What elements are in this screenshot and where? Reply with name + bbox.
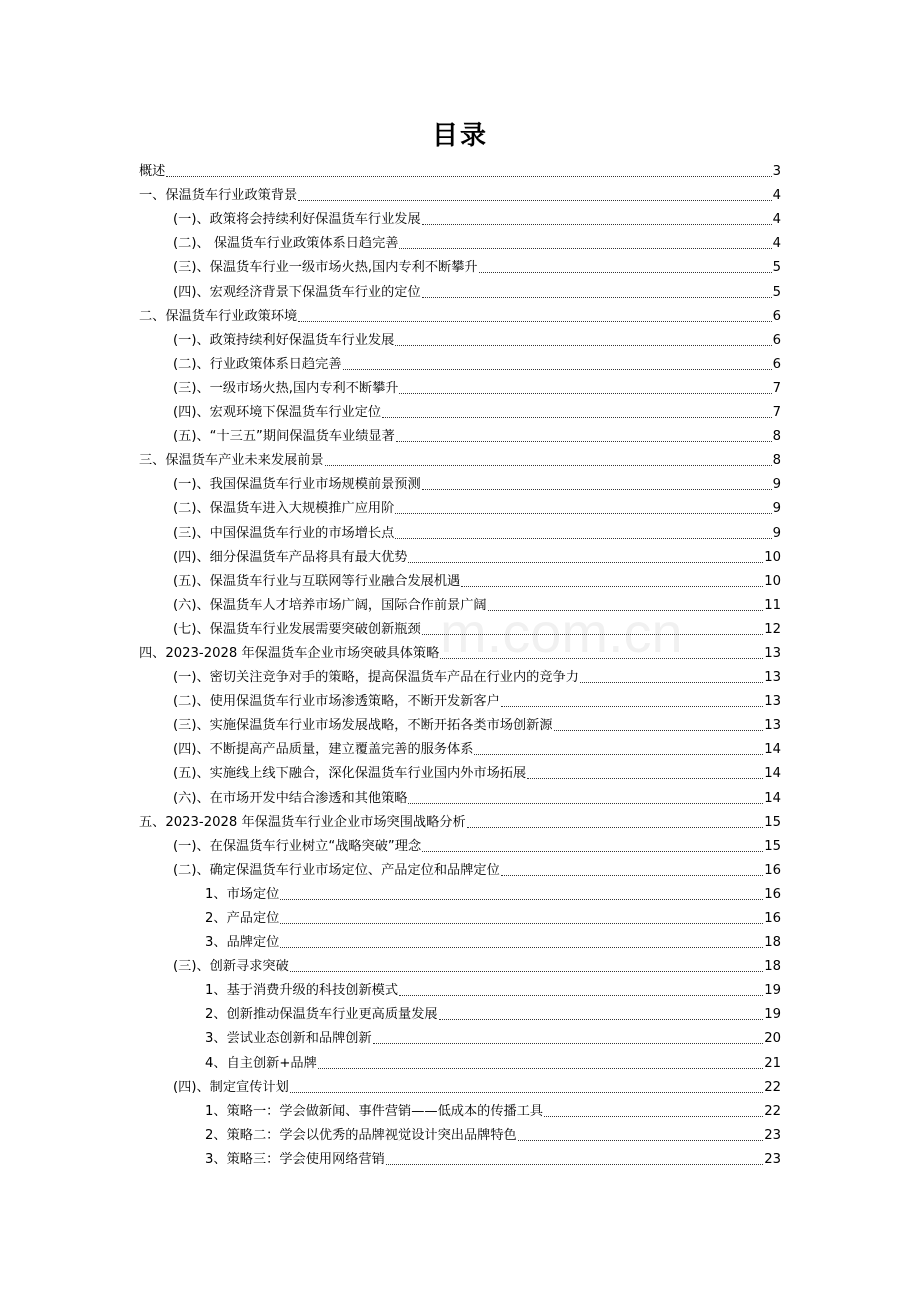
toc-entry-page-number: 14 [764, 766, 781, 782]
toc-entry-label: (七)、保温货车行业发展需要突破创新瓶颈 [173, 621, 421, 637]
toc-entry-page-number: 10 [764, 573, 781, 589]
toc-entry[interactable] [139, 229, 781, 253]
toc-dot-leader [373, 1043, 764, 1044]
toc-entry-page-number: 13 [764, 718, 781, 734]
toc-entry[interactable] [139, 687, 781, 711]
toc-dot-leader [290, 971, 763, 972]
toc-dot-leader [527, 778, 763, 779]
toc-dot-leader [290, 1092, 763, 1093]
toc-dot-leader [422, 297, 772, 298]
toc-entry-label: (三)、创新寻求突破 [173, 959, 289, 975]
toc-dot-leader [280, 899, 763, 900]
toc-dot-leader [408, 562, 763, 563]
toc-entry-page-number: 9 [772, 525, 781, 541]
toc-entry[interactable] [139, 952, 781, 976]
toc-entry-page-number: 5 [772, 260, 781, 276]
toc-dot-leader [298, 321, 771, 322]
toc-entry-page-number: 6 [772, 332, 781, 348]
toc-entry-label: (三)、中国保温货车行业的市场增长点 [173, 525, 395, 541]
toc-entry-page-number: 22 [764, 1079, 781, 1095]
toc-entry-label: (二)、 保温货车行业政策体系日趋完善 [173, 236, 399, 252]
toc-entry-page-number: 5 [772, 284, 781, 300]
toc-entry-label: (三)、一级市场火热,国内专利不断攀升 [173, 380, 399, 396]
toc-entry[interactable] [139, 832, 781, 856]
toc-entry[interactable] [139, 1097, 781, 1121]
toc-dot-leader [280, 947, 763, 948]
toc-entry-page-number: 19 [764, 1007, 781, 1023]
toc-entry[interactable] [139, 446, 781, 470]
toc-entry[interactable] [139, 518, 781, 542]
toc-dot-leader [395, 513, 771, 514]
toc-entry[interactable] [139, 808, 781, 832]
toc-entry[interactable] [139, 1048, 781, 1072]
toc-entry-label: 三、保温货车产业未来发展前景 [139, 453, 324, 469]
toc-entry-page-number: 18 [764, 935, 781, 951]
toc-entry-label: 一、保温货车行业政策背景 [139, 188, 298, 204]
toc-entry[interactable] [139, 422, 781, 446]
toc-entry-page-number: 16 [764, 886, 781, 902]
toc-dot-leader [501, 706, 763, 707]
toc-entry-label: 1、策略一：学会做新闻、事件营销——低成本的传播工具 [205, 1103, 544, 1119]
toc-entry[interactable] [139, 543, 781, 567]
toc-entry-page-number: 11 [764, 597, 781, 613]
toc-entry-label: (四)、宏观经济背景下保温货车行业的定位 [173, 284, 421, 300]
toc-entry[interactable] [139, 157, 781, 181]
toc-entry-label: 二、保温货车行业政策环境 [139, 308, 298, 324]
toc-entry-page-number: 4 [772, 188, 781, 204]
watermark: m.com.cn [440, 601, 683, 664]
toc-entry-label: 四、2023-2028 年保温货车企业市场突破具体策略 [139, 645, 440, 661]
toc-entry[interactable] [139, 976, 781, 1000]
toc-entry-page-number: 7 [772, 405, 781, 421]
toc-entry[interactable] [139, 1000, 781, 1024]
toc-entry-page-number: 6 [772, 356, 781, 372]
toc-entry[interactable] [139, 494, 781, 518]
toc-entry-page-number: 9 [772, 501, 781, 517]
toc-entry[interactable] [139, 759, 781, 783]
toc-dot-leader [474, 754, 763, 755]
toc-entry-label: (二)、行业政策体系日趋完善 [173, 356, 342, 372]
toc-entry-label: (三)、实施保温货车行业市场发展战略，不断开拓各类市场创新源 [173, 718, 553, 734]
toc-entry-page-number: 7 [772, 380, 781, 396]
toc-entry-page-number: 23 [764, 1151, 781, 1167]
toc-dot-leader [399, 248, 771, 249]
toc-entry-label: (五)、“十三五”期间保温货车业绩显著 [173, 429, 395, 445]
toc-entry-page-number: 13 [764, 694, 781, 710]
toc-entry-page-number: 6 [772, 308, 781, 324]
toc-entry[interactable] [139, 326, 781, 350]
toc-entry-page-number: 8 [772, 429, 781, 445]
toc-entry-label: (五)、实施线上线下融合，深化保温货车行业国内外市场拓展 [173, 766, 527, 782]
toc-entry-page-number: 4 [772, 236, 781, 252]
toc-entry-label: 1、基于消费升级的科技创新模式 [205, 983, 399, 999]
toc-dot-leader [280, 923, 763, 924]
toc-entry-page-number: 14 [764, 742, 781, 758]
toc-entry[interactable] [139, 470, 781, 494]
toc-entry-label: (二)、使用保温货车行业市场渗透策略，不断开发新客户 [173, 694, 500, 710]
toc-entry[interactable] [139, 302, 781, 326]
toc-entry-label: (三)、保温货车行业一级市场火热,国内专利不断攀升 [173, 260, 478, 276]
toc-entry-label: 3、尝试业态创新和品牌创新 [205, 1031, 372, 1047]
toc-entry[interactable] [139, 1145, 781, 1169]
toc-entry[interactable] [139, 735, 781, 759]
toc-dot-leader [382, 417, 772, 418]
toc-entry[interactable] [139, 615, 781, 639]
toc-entry-page-number: 21 [764, 1055, 781, 1071]
toc-entry-page-number: 22 [764, 1103, 781, 1119]
toc-entry-label: 概述 [139, 164, 166, 180]
toc-dot-leader [467, 827, 764, 828]
toc-dot-leader [501, 875, 763, 876]
toc-entry-page-number: 9 [772, 477, 781, 493]
toc-dot-leader [325, 465, 772, 466]
toc-entry-label: 五、2023-2028 年保温货车行业企业市场突围战略分析 [139, 814, 466, 830]
toc-entry[interactable] [139, 663, 781, 687]
toc-entry-label: (二)、确定保温货车行业市场定位、产品定位和品牌定位 [173, 862, 500, 878]
toc-dot-leader [399, 995, 763, 996]
toc-entry[interactable] [139, 639, 781, 663]
toc-entry-page-number: 19 [764, 983, 781, 999]
toc-dot-leader [399, 393, 771, 394]
toc-entry[interactable] [139, 783, 781, 807]
toc-dot-leader [544, 1116, 763, 1117]
toc-entry-label: 2、创新推动保温货车行业更高质量发展 [205, 1007, 438, 1023]
toc-entry-page-number: 10 [764, 549, 781, 565]
toc-dot-leader [440, 658, 763, 659]
toc-entry-page-number: 14 [764, 790, 781, 806]
toc-entry-label: 3、品牌定位 [205, 935, 280, 951]
toc-dot-leader [554, 730, 764, 731]
toc-entry-page-number: 20 [764, 1031, 781, 1047]
toc-entry-page-number: 12 [764, 621, 781, 637]
toc-dot-leader [422, 634, 764, 635]
toc-dot-leader [386, 1164, 763, 1165]
toc-entry-page-number: 16 [764, 911, 781, 926]
toc-dot-leader [488, 610, 764, 611]
toc-dot-leader [479, 272, 772, 273]
toc-dot-leader [395, 345, 771, 346]
toc-entry-label: (一)、在保温货车行业树立“战略突破”理念 [173, 838, 422, 854]
toc-entry[interactable] [139, 1121, 781, 1145]
toc-entry[interactable] [139, 253, 781, 277]
toc-entry[interactable] [139, 181, 781, 205]
toc-entry-page-number: 23 [764, 1127, 781, 1143]
toc-entry-page-number: 13 [764, 670, 781, 686]
toc-entry[interactable] [139, 904, 781, 928]
toc-entry-label: 1、市场定位 [205, 886, 280, 902]
toc-entry-label: (一)、密切关注竞争对手的策略，提高保温货车产品在行业内的竞争力 [173, 670, 579, 686]
toc-dot-leader [422, 224, 772, 225]
toc-entry-label: (六)、在市场开发中结合渗透和其他策略 [173, 790, 408, 806]
toc-dot-leader [461, 586, 763, 587]
toc-dot-leader [343, 369, 772, 370]
toc-entry-label: (一)、我国保温货车行业市场规模前景预测 [173, 477, 421, 493]
toc-entry-label: (一)、政策将会持续利好保温货车行业发展 [173, 212, 421, 228]
toc-entry[interactable] [139, 591, 781, 615]
toc-entry[interactable] [139, 398, 781, 422]
toc-entry-label: (四)、细分保温货车产品将具有最大优势 [173, 549, 408, 565]
toc-entry-label: (四)、制定宣传计划 [173, 1079, 289, 1095]
toc-entry-page-number: 3 [772, 164, 781, 180]
toc-dot-leader [166, 176, 771, 177]
toc-dot-leader [298, 200, 771, 201]
toc-entry-page-number: 16 [764, 862, 781, 878]
toc-entry[interactable] [139, 277, 781, 301]
toc-entry[interactable] [139, 711, 781, 735]
toc-entry[interactable] [139, 1073, 781, 1097]
toc-entry[interactable] [139, 350, 781, 374]
toc-entry-page-number: 15 [764, 814, 781, 830]
toc-entry-label: 2、产品定位 [205, 911, 280, 926]
toc-entry-label: 2、策略二：学会以优秀的品牌视觉设计突出品牌特色 [205, 1127, 517, 1143]
toc-entry-page-number: 13 [764, 645, 781, 661]
toc-dot-leader [439, 1019, 764, 1020]
toc-entry-label: (一)、政策持续利好保温货车行业发展 [173, 332, 395, 348]
toc-dot-leader [396, 441, 772, 442]
page-title: 目录 [431, 121, 488, 151]
toc-entry-page-number: 8 [772, 453, 781, 469]
toc-entry[interactable] [139, 374, 781, 398]
toc-entry[interactable] [139, 1024, 781, 1048]
toc-dot-leader [422, 851, 763, 852]
toc-entry-label: 4、自主创新+品牌 [205, 1055, 317, 1071]
toc-entry-page-number: 15 [764, 838, 781, 854]
toc-entry-label: (四)、不断提高产品质量，建立覆盖完善的服务体系 [173, 742, 474, 758]
toc-dot-leader [408, 803, 763, 804]
toc-entry-label: (四)、宏观环境下保温货车行业定位 [173, 405, 382, 421]
toc-dot-leader [518, 1140, 764, 1141]
toc-entry-page-number: 4 [772, 212, 781, 228]
toc-entry[interactable] [139, 567, 781, 591]
toc-entry[interactable] [139, 880, 781, 904]
toc-entry-label: 3、策略三：学会使用网络营销 [205, 1151, 385, 1167]
toc-entry-page-number: 18 [764, 959, 781, 975]
toc-dot-leader [580, 682, 763, 683]
toc-entry-label: (二)、保温货车进入大规模推广应用阶 [173, 501, 395, 517]
toc-entry[interactable] [139, 205, 781, 229]
toc-entry-label: (六)、保温货车人才培养市场广阔，国际合作前景广阔 [173, 597, 487, 613]
toc-dot-leader [395, 538, 771, 539]
toc-dot-leader [318, 1068, 763, 1069]
table-of-contents [139, 157, 781, 1169]
toc-entry[interactable] [139, 928, 781, 952]
toc-dot-leader [422, 489, 772, 490]
toc-entry-label: (五)、保温货车行业与互联网等行业融合发展机遇 [173, 573, 461, 589]
toc-entry[interactable] [139, 856, 781, 880]
